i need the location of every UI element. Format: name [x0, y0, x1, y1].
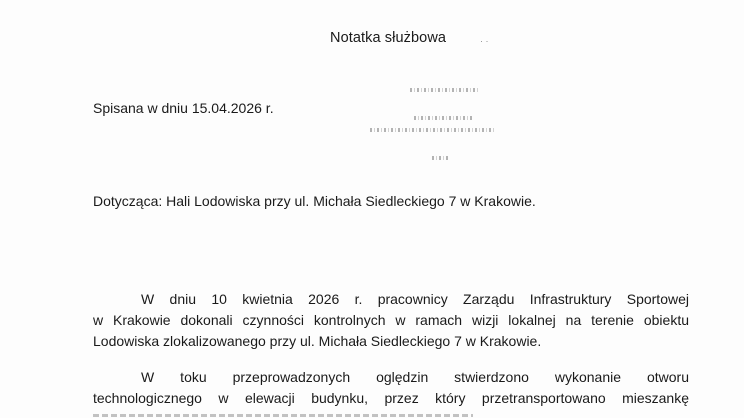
paragraph-line: w Krakowie dokonali czynności kontrolnych w ramach wizji lokalnej na terenie obiektu: [93, 312, 689, 328]
document-subject: Dotycząca: Hali Lodowiska przy ul. Michała Siedleckiego 7 w Krakowie.: [93, 193, 536, 209]
paragraph-line: Lodowiska zlokalizowanego przy ul. Michała Siedleckiego 7 w Krakowie.: [93, 333, 542, 349]
document-title: Notatka służbowa: [330, 30, 447, 46]
stamp-fragment: · ·: [480, 36, 489, 46]
paragraph-2: [93, 367, 689, 409]
written-date: Spisana w dniu 15.04.2026 r.: [93, 100, 274, 116]
paragraph-1: [93, 289, 689, 352]
truncated-line: [93, 410, 473, 418]
paragraph-line: W toku przeprowadzonych oględzin stwierdzono wykonanie otworu: [141, 369, 689, 385]
paragraph-line: technologicznego w elewacji budynku, przez który przetransportowano mieszankę: [93, 390, 689, 406]
paragraph-line: W dniu 10 kwietnia 2026 r. pracownicy Zarządu Infrastruktury Sportowej: [141, 291, 689, 307]
registry-stamp: [370, 84, 510, 174]
